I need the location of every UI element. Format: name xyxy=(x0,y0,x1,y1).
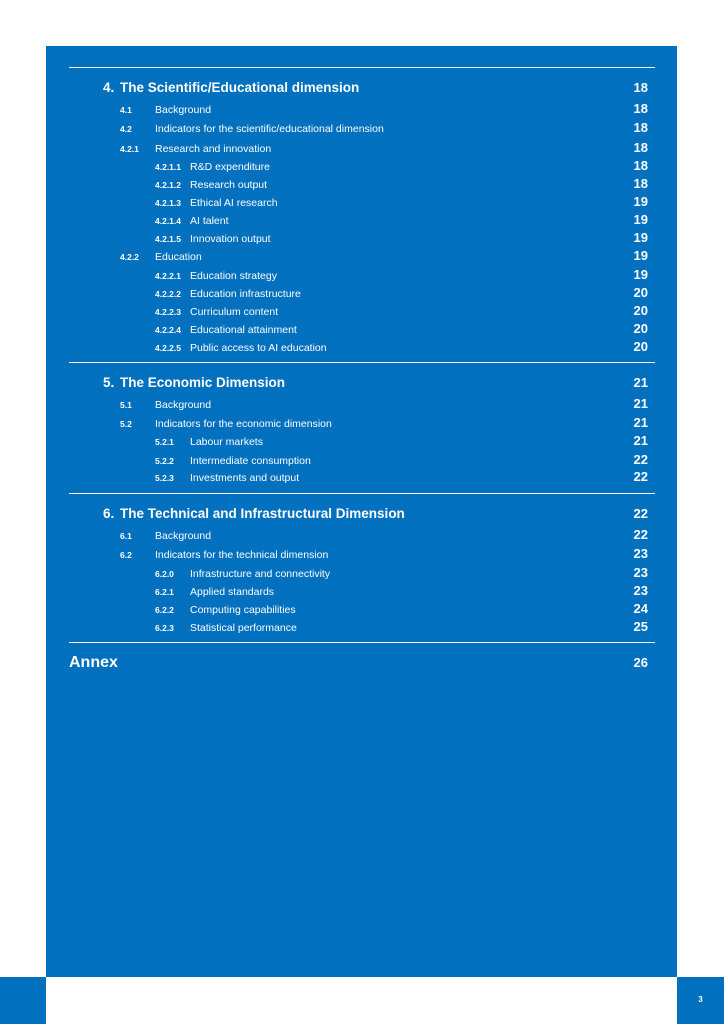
entry-number: 4.2.2.2 xyxy=(155,289,181,299)
toc-entry[interactable]: Public access to AI education xyxy=(190,342,327,354)
entry-number: 5.1 xyxy=(120,400,132,410)
section-title: The Technical and Infrastructural Dimension xyxy=(120,506,405,521)
toc-entry[interactable]: Statistical performance xyxy=(190,622,297,634)
divider xyxy=(69,493,655,494)
entry-number: 4.2.2.4 xyxy=(155,325,181,335)
entry-number: 6.2.2 xyxy=(155,605,174,615)
toc-entry[interactable]: Education infrastructure xyxy=(190,288,301,300)
section-title: The Scientific/Educational dimension xyxy=(120,80,360,95)
toc-entry[interactable]: Investments and output xyxy=(190,472,300,484)
toc-section-6[interactable] xyxy=(103,507,405,521)
entry-number: 4.2.1.2 xyxy=(155,180,181,190)
page-ref: 19 xyxy=(633,212,648,227)
page-ref: 18 xyxy=(633,176,648,191)
toc-entry[interactable]: Indicators for the scientific/educational dimension xyxy=(155,123,384,135)
entry-number: 5.2.1 xyxy=(155,437,174,447)
entry-number: 6.1 xyxy=(120,531,132,541)
toc-section-4[interactable] xyxy=(103,81,359,95)
toc-entry[interactable]: Ethical AI research xyxy=(190,197,278,209)
toc-entry[interactable]: Background xyxy=(155,399,212,411)
toc-entry[interactable]: Curriculum content xyxy=(190,306,279,318)
divider xyxy=(69,362,655,363)
page-ref: 18 xyxy=(633,80,648,95)
page-ref: 23 xyxy=(633,583,648,598)
entry-number: 4.2.2.1 xyxy=(155,271,181,281)
section-title: The Economic Dimension xyxy=(120,375,286,390)
page-ref: 24 xyxy=(633,601,648,616)
toc-entry[interactable]: Education xyxy=(155,251,202,263)
page-ref: 21 xyxy=(633,415,648,430)
entry-number: 5.2.2 xyxy=(155,456,174,466)
toc-entry[interactable]: Education strategy xyxy=(190,270,277,282)
entry-number: 4.2.1.1 xyxy=(155,162,181,172)
corner-block-left xyxy=(0,977,46,1024)
entry-number: 6.2.1 xyxy=(155,587,174,597)
entry-number: 4.2.2 xyxy=(120,252,139,262)
toc-entry[interactable]: Intermediate consumption xyxy=(190,455,311,467)
entry-number: 4.2.1 xyxy=(120,144,139,154)
page-ref: 19 xyxy=(633,267,648,282)
toc-entry[interactable]: Background xyxy=(155,104,212,116)
entry-number: 4.2.1.3 xyxy=(155,198,181,208)
toc-entry[interactable]: Infrastructure and connectivity xyxy=(190,568,331,580)
page-ref: 18 xyxy=(633,140,648,155)
toc-entry[interactable]: Background xyxy=(155,530,212,542)
entry-number: 6.2 xyxy=(120,550,132,560)
page-ref: 20 xyxy=(633,285,648,300)
page-ref: 19 xyxy=(633,248,648,263)
page-ref: 23 xyxy=(633,565,648,580)
entry-number: 4.2.2.5 xyxy=(155,343,181,353)
toc-entry[interactable]: Educational attainment xyxy=(190,324,297,336)
page-ref: 21 xyxy=(633,375,648,390)
page-ref: 19 xyxy=(633,230,648,245)
page-ref: 22 xyxy=(633,452,648,467)
page-ref: 21 xyxy=(633,433,648,448)
entry-number: 4.2 xyxy=(120,124,132,134)
entry-number: 4.2.2.3 xyxy=(155,307,181,317)
page-ref: 20 xyxy=(633,303,648,318)
toc-entry[interactable]: Indicators for the technical dimension xyxy=(155,549,329,561)
page-ref: 20 xyxy=(633,321,648,336)
page-ref: 22 xyxy=(633,527,648,542)
page-ref: 18 xyxy=(633,101,648,116)
toc-entry[interactable]: Applied standards xyxy=(190,586,275,598)
page-ref: 26 xyxy=(633,655,648,670)
page-ref: 18 xyxy=(633,120,648,135)
divider xyxy=(69,642,655,643)
page-ref: 19 xyxy=(633,194,648,209)
toc-entry[interactable]: Indicators for the economic dimension xyxy=(155,418,332,430)
entry-number: 6.2.0 xyxy=(155,569,174,579)
page-ref: 20 xyxy=(633,339,648,354)
entry-number: 4.2.1.5 xyxy=(155,234,181,244)
section-number: 4. xyxy=(103,80,115,95)
toc-entry[interactable]: Innovation output xyxy=(190,233,271,245)
entry-number: 6.2.3 xyxy=(155,623,174,633)
page-ref: 18 xyxy=(633,158,648,173)
toc-entry[interactable]: Computing capabilities xyxy=(190,604,296,616)
page-ref: 22 xyxy=(633,469,648,484)
entry-number: 5.2.3 xyxy=(155,473,174,483)
section-number: 6. xyxy=(103,506,115,521)
page-ref: 25 xyxy=(633,619,648,634)
toc-entry[interactable]: R&D expenditure xyxy=(190,161,270,173)
section-number: 5. xyxy=(103,375,115,390)
toc-entry[interactable]: AI talent xyxy=(190,215,229,227)
divider xyxy=(69,67,655,68)
toc-entry[interactable]: Research and innovation xyxy=(155,143,272,155)
entry-number: 5.2 xyxy=(120,419,132,429)
page-number: 3 xyxy=(698,995,703,1004)
page-ref: 23 xyxy=(633,546,648,561)
entry-number: 4.2.1.4 xyxy=(155,216,181,226)
page-ref: 22 xyxy=(633,506,648,521)
toc-entry[interactable]: Research output xyxy=(190,179,268,191)
page-ref: 21 xyxy=(633,396,648,411)
entry-number: 4.1 xyxy=(120,105,132,115)
toc-annex[interactable]: Annex xyxy=(69,654,118,671)
toc-section-5[interactable] xyxy=(103,376,285,390)
toc-entry[interactable]: Labour markets xyxy=(190,436,263,448)
